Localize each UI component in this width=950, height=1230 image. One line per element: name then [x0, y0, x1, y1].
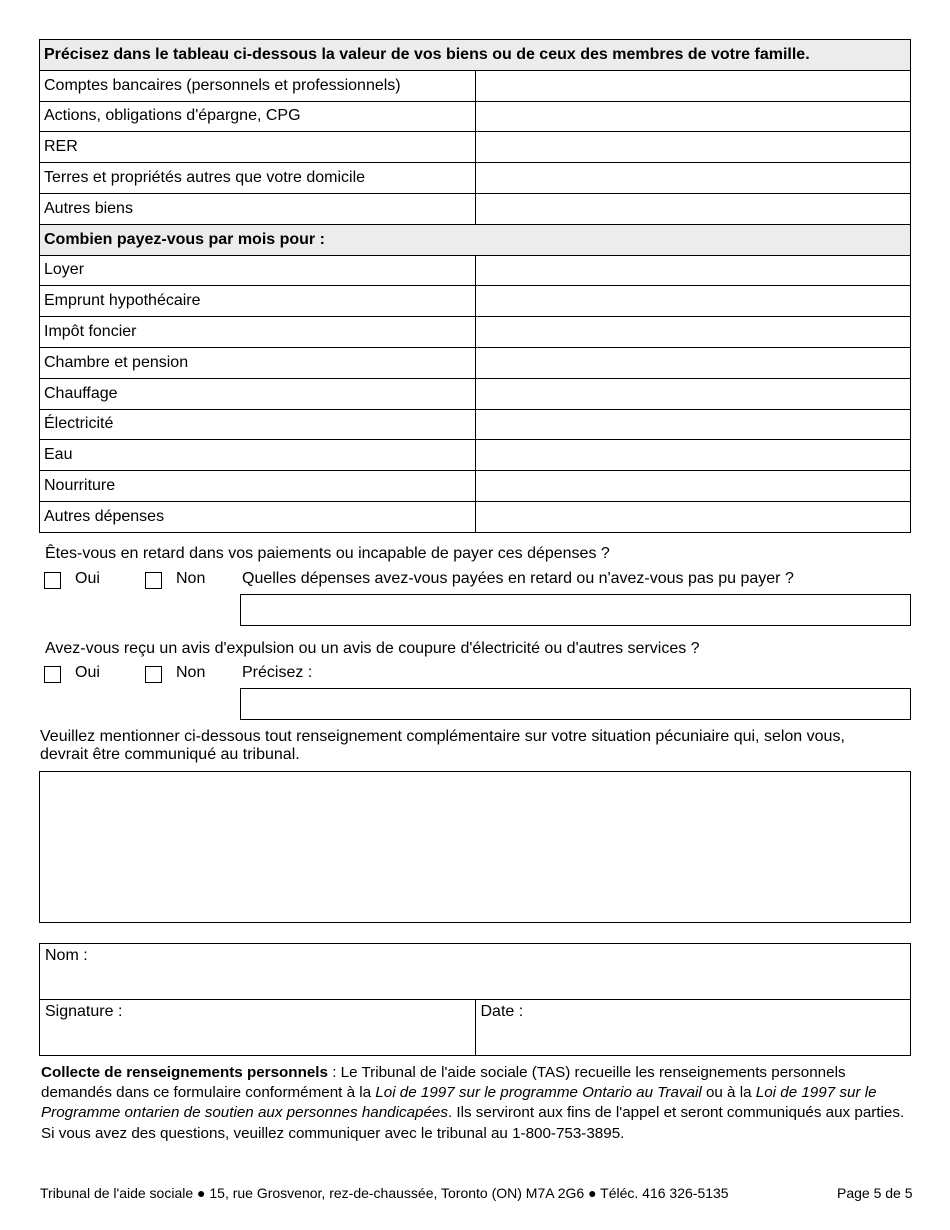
eviction-question: Avez-vous reçu un avis d'expulsion ou un avis de coupure d'électricité ou d'autres services ?: [45, 640, 700, 657]
privacy-notice-text: : Le Tribunal de l'aide sociale (TAS) recueille les renseignements personnels demandés dans ce formulaire conformément à la: [41, 1064, 846, 1102]
table-row: [40, 101, 911, 132]
expense-label: Loyer: [40, 255, 476, 286]
expense-value-field[interactable]: [475, 317, 911, 348]
asset-label: RER: [40, 132, 476, 163]
expense-label: Eau: [40, 440, 476, 471]
asset-label: Comptes bancaires (personnels et professionnels): [40, 70, 476, 101]
eviction-no-checkbox[interactable]: [145, 666, 162, 683]
expense-value-field[interactable]: [475, 255, 911, 286]
expense-label: Autres dépenses: [40, 501, 476, 532]
additional-info-prompt: [40, 728, 845, 764]
date-field[interactable]: [475, 1000, 911, 1056]
table-row: [40, 286, 911, 317]
eviction-no-label: Non: [176, 664, 206, 681]
additional-info-prompt-line1: Veuillez mentionner ci-dessous tout renseignement complémentaire sur votre situation pécuniaire qui, selon vous,: [40, 728, 845, 745]
date-label: Date :: [480, 1003, 524, 1020]
expense-value-field[interactable]: [475, 501, 911, 532]
table-row: [40, 347, 911, 378]
asset-label: Autres biens: [40, 193, 476, 224]
name-field[interactable]: [40, 944, 911, 1000]
late-payments-yes-checkbox[interactable]: [44, 572, 61, 589]
ontario-works-act: Loi de 1997 sur le programme Ontario au Travail: [375, 1084, 702, 1102]
late-payments-answer-field[interactable]: [240, 594, 911, 626]
table-row: [40, 132, 911, 163]
footer-address: Tribunal de l'aide sociale ● 15, rue Grosvenor, rez-de-chaussée, Toronto (ON) M7A 2G6 ● Téléc. 416 326-5135: [40, 1185, 729, 1201]
asset-value-field[interactable]: [475, 163, 911, 194]
table-row: [40, 378, 911, 409]
additional-info-textarea[interactable]: [39, 771, 911, 923]
eviction-yes-label: Oui: [75, 664, 100, 681]
table-row: [40, 70, 911, 101]
expense-label: Chauffage: [40, 378, 476, 409]
late-payments-no-label: Non: [176, 570, 206, 587]
expense-value-field[interactable]: [475, 286, 911, 317]
financial-table: [39, 39, 911, 533]
table-row: [40, 501, 911, 532]
late-payments-yes-label: Oui: [75, 570, 100, 587]
eviction-yes-checkbox[interactable]: [44, 666, 61, 683]
signature-block: [39, 943, 911, 1056]
asset-value-field[interactable]: [475, 193, 911, 224]
late-payments-followup: Quelles dépenses avez-vous payées en retard ou n'avez-vous pas pu payer ?: [242, 570, 794, 587]
privacy-notice-text: . Ils serviront aux fins de l'appel et seront communiqués aux parties. Si vous avez des questions, veuillez communiquer avec le tribunal au 1-800-753-3895.: [41, 1104, 905, 1142]
asset-value-field[interactable]: [475, 132, 911, 163]
expense-label: Emprunt hypothécaire: [40, 286, 476, 317]
table-row: [40, 193, 911, 224]
asset-value-field[interactable]: [475, 101, 911, 132]
asset-value-field[interactable]: [475, 70, 911, 101]
name-label: Nom :: [45, 947, 88, 964]
eviction-answer-field[interactable]: [240, 688, 911, 720]
expense-value-field[interactable]: [475, 471, 911, 502]
expense-value-field[interactable]: [475, 378, 911, 409]
privacy-notice: [41, 1063, 911, 1144]
table-row: [40, 471, 911, 502]
privacy-notice-text: ou à la: [701, 1084, 756, 1102]
expense-value-field[interactable]: [475, 440, 911, 471]
expense-label: Nourriture: [40, 471, 476, 502]
signature-label: Signature :: [45, 1003, 123, 1020]
expense-value-field[interactable]: [475, 347, 911, 378]
late-payments-no-checkbox[interactable]: [145, 572, 162, 589]
page-number: Page 5 de 5: [837, 1185, 913, 1201]
asset-label: Actions, obligations d'épargne, CPG: [40, 101, 476, 132]
eviction-followup: Précisez :: [242, 664, 313, 681]
expenses-heading: Combien payez-vous par mois pour :: [40, 224, 911, 255]
asset-label: Terres et propriétés autres que votre domicile: [40, 163, 476, 194]
additional-info-prompt-line2: devrait être communiqué au tribunal.: [40, 746, 300, 763]
expense-value-field[interactable]: [475, 409, 911, 440]
table-row: [40, 255, 911, 286]
assets-heading: Précisez dans le tableau ci-dessous la valeur de vos biens ou de ceux des membres de votre famille.: [40, 40, 911, 71]
odsp-act: Loi de 1997 sur le Programme ontarien de soutien aux personnes handicapées: [41, 1084, 877, 1122]
expense-label: Électricité: [40, 409, 476, 440]
privacy-notice-title: Collecte de renseignements personnels: [41, 1064, 328, 1081]
signature-field[interactable]: [40, 1000, 476, 1056]
table-row: [40, 317, 911, 348]
late-payments-question: Êtes-vous en retard dans vos paiements ou incapable de payer ces dépenses ?: [45, 545, 610, 562]
table-row: [40, 163, 911, 194]
table-row: [40, 409, 911, 440]
expense-label: Chambre et pension: [40, 347, 476, 378]
expense-label: Impôt foncier: [40, 317, 476, 348]
table-row: [40, 440, 911, 471]
